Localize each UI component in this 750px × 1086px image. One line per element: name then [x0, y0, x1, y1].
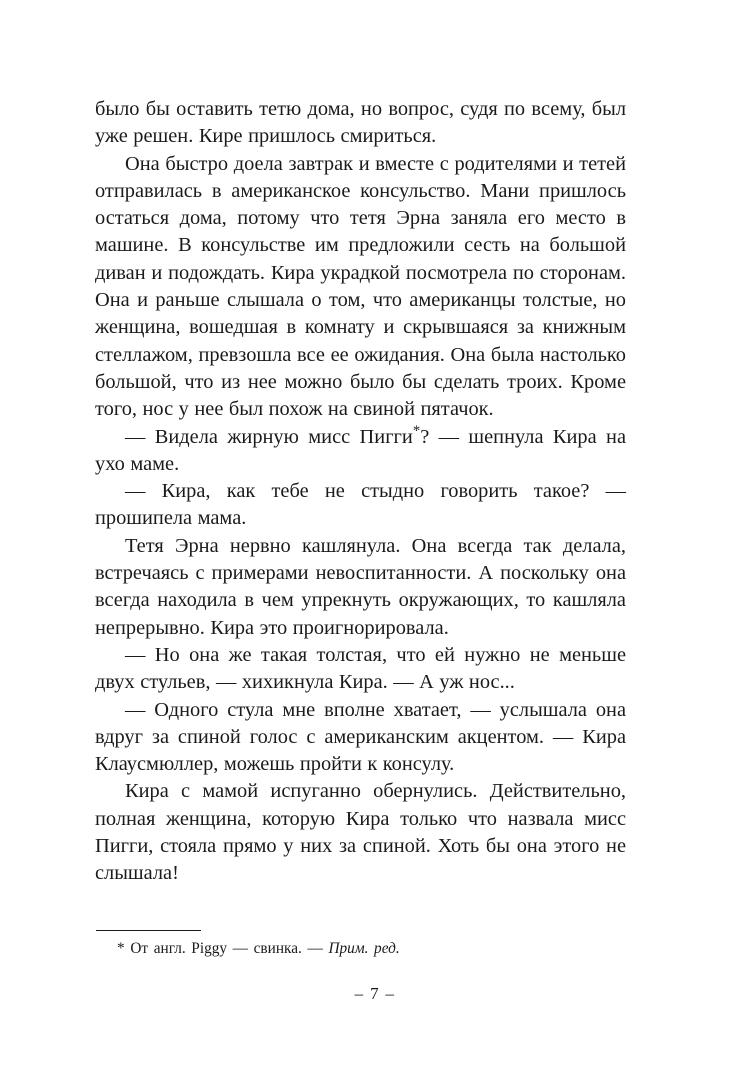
paragraph: было бы оставить тетю дома, но вопрос, судя по всему, был уже решен. Кире пришлось смириться. — [95, 98, 626, 148]
paragraph: — Но она же такая толстая, что ей нужно не меньше двух стульев, — хихикнула Кира. — А уж нос... — [95, 643, 626, 694]
page-number: – 7 – — [354, 984, 396, 1003]
paragraph: Она быстро доела завтрак и вместе с родителями и тетей отправилась в американское консульство. Мани пришлось остаться дома, потому что тетя Эрна заняла его место в машине. В консульстве им предложили сесть на большой диван и подождать. Кира украдкой посмотрела по сторонам. Она и раньше слышала о том, что американцы толстые, но женщина, вошедшая в комнату и скрывшаяся за книжным стеллажом, превзошла все ее ожидания. Она была настолько большой, что из нее можно было бы сделать троих. Кроме того, нос у нее был похож на свиной пятачок. — [95, 152, 626, 421]
paragraph-text-after-marker: ? — шепнула Кира на ухо маме. — [95, 425, 626, 475]
footnote-body: От англ. Piggy — свинка. — — [130, 940, 323, 957]
paragraph: Тетя Эрна нервно кашлянула. Она всегда так делала, встречаясь с примерами невоспитанности. А поскольку она всегда находила в чем упрекнуть окружающих, то кашляла непрерывно. Кира это проигнорировала. — [95, 534, 626, 639]
paragraph: Кира с мамой испуганно обернулись. Действительно, полная женщина, которую Кира только что назвала мисс Пигги, стояла прямо у них за спиной. Хоть бы она этого не слышала! — [95, 780, 626, 885]
paragraph-with-footnote-marker — [95, 424, 626, 479]
footnote-reference-marker: * — [412, 422, 421, 439]
footnote-separator-rule — [96, 930, 201, 931]
footnote-attribution: Прим. ред. — [328, 940, 400, 957]
body-text-block — [95, 96, 626, 888]
paragraph: — Одного стула мне вполне хватает, — услышала она вдруг за спиной голос с американским акцентом. — Кира Клаусмюллер, можешь пройти к консулу. — [95, 698, 626, 776]
footnote-area — [95, 930, 626, 959]
footnote-text — [95, 938, 626, 959]
paragraph-text-before-marker: — Видела жирную мисс Пигги — [125, 425, 413, 448]
paragraph: — Кира, как тебе не стыдно говорить такое? — прошипела мама. — [95, 480, 626, 530]
footnote-marker: * — [117, 940, 125, 957]
